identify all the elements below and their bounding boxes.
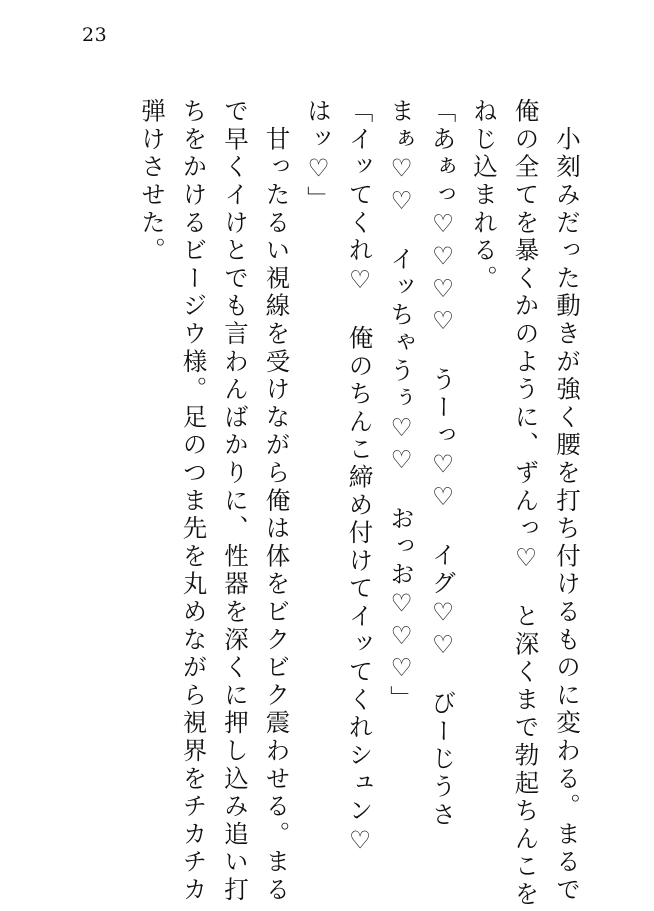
text-line: 「イッてくれ♡ 俺のちんこ締め付けてイッてくれシュン♡ [345, 98, 375, 858]
page-number: 23 [82, 24, 108, 46]
vertical-text-body [58, 98, 588, 909]
text-line: まぁ♡♡ イッちゃうぅ♡♡ おっお♡♡♡」 [387, 98, 416, 714]
text-line: 「あぁっ♡♡♡♡ うーっ♡♡ イグ♡♡ びーじうさ [428, 98, 458, 829]
text-line: ちをかけるビージウ様。足のつま先を丸めながら視界をチカチカ [179, 98, 209, 905]
text-line: 小刻みだった動きが強く腰を打ち付けるものに変わる。まるで [553, 98, 582, 905]
text-line: 甘ったるい視線を受けながら俺は体をビクビク震わせる。まる [262, 98, 292, 905]
text-line: 俺の全てを暴くかのように、ずんっ♡ と深くまで勃起ちんこを [511, 98, 541, 909]
text-line: 弾けさせた。 [138, 98, 167, 265]
text-line: で早くイけとでも言わんばかりに、性器を深くに押し込み追い打 [221, 98, 250, 905]
text-line: はッ♡」 [304, 98, 333, 214]
text-columns [58, 98, 588, 909]
text-line: ねじ込まれる。 [470, 98, 499, 293]
